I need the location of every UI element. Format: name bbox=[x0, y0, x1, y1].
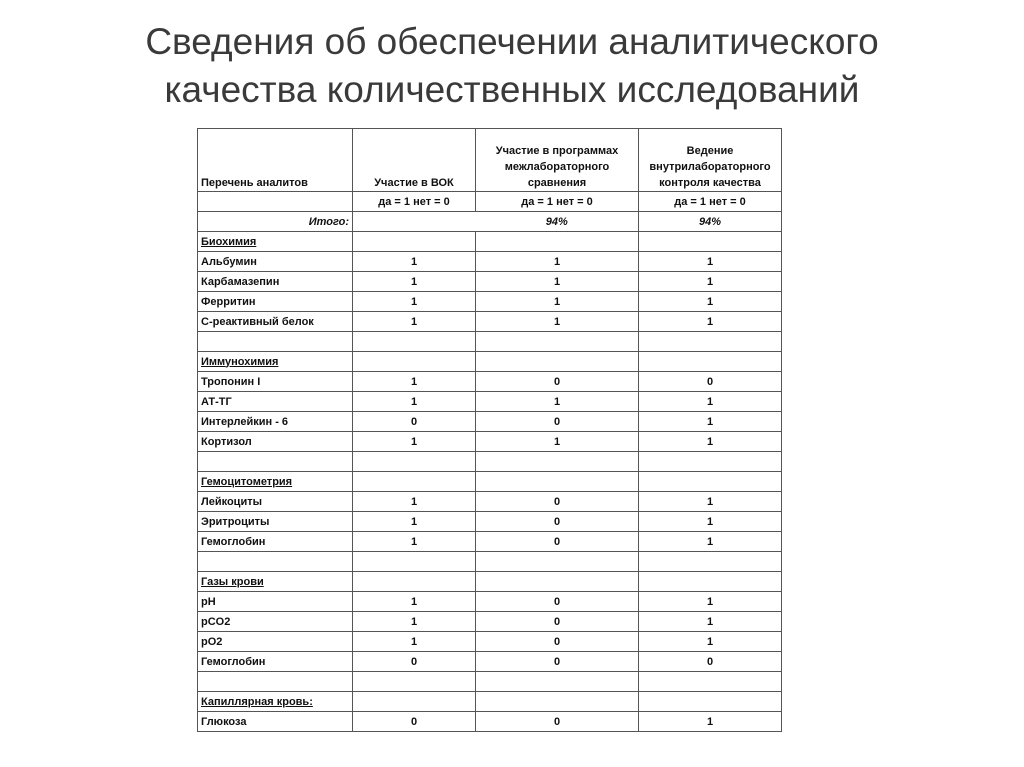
section-row bbox=[198, 472, 782, 492]
table-row bbox=[198, 272, 782, 292]
value-cell: 1 bbox=[639, 292, 782, 312]
value-cell: 0 bbox=[353, 712, 476, 732]
value-cell: 1 bbox=[476, 392, 639, 412]
value-cell: 1 bbox=[353, 252, 476, 272]
value-cell: 1 bbox=[639, 252, 782, 272]
value-cell: 1 bbox=[639, 492, 782, 512]
empty-cell bbox=[639, 232, 782, 252]
analyte-name: АТ-ТГ bbox=[198, 392, 353, 412]
table-row bbox=[198, 432, 782, 452]
analyte-name: Глюкоза bbox=[198, 712, 353, 732]
analyte-name: Интерлейкин - 6 bbox=[198, 412, 353, 432]
empty-cell bbox=[639, 552, 782, 572]
value-cell: 0 bbox=[639, 372, 782, 392]
value-cell: 1 bbox=[639, 432, 782, 452]
page-title bbox=[0, 18, 1024, 114]
empty-cell bbox=[476, 452, 639, 472]
value-cell: 1 bbox=[639, 312, 782, 332]
header-analytes: Перечень аналитов bbox=[198, 129, 353, 192]
value-cell: 1 bbox=[639, 272, 782, 292]
analyte-name: Гемоглобин bbox=[198, 652, 353, 672]
empty-cell bbox=[639, 472, 782, 492]
empty-cell bbox=[353, 672, 476, 692]
table-row bbox=[198, 512, 782, 532]
section-title: Иммунохимия bbox=[198, 352, 353, 372]
value-cell: 0 bbox=[476, 512, 639, 532]
empty-cell bbox=[476, 232, 639, 252]
header-interlab: Участие в программах межлабораторного сравнения bbox=[476, 129, 639, 192]
value-cell: 1 bbox=[639, 632, 782, 652]
value-cell: 1 bbox=[353, 492, 476, 512]
value-cell: 1 bbox=[639, 612, 782, 632]
table-row bbox=[198, 312, 782, 332]
table-row bbox=[198, 412, 782, 432]
analyte-name: Карбамазепин bbox=[198, 272, 353, 292]
empty-cell bbox=[476, 692, 639, 712]
total-intralab: 94% bbox=[639, 212, 782, 232]
empty-row bbox=[198, 672, 782, 692]
total-interlab: 94% bbox=[476, 212, 639, 232]
section-title: Гемоцитометрия bbox=[198, 472, 353, 492]
empty-row bbox=[198, 332, 782, 352]
analyte-name: Эритроциты bbox=[198, 512, 353, 532]
units-cell: да = 1 нет = 0 bbox=[639, 192, 782, 212]
empty-row bbox=[198, 452, 782, 472]
analyte-name: Ферритин bbox=[198, 292, 353, 312]
empty-row bbox=[198, 552, 782, 572]
empty-cell bbox=[476, 332, 639, 352]
empty-cell bbox=[639, 572, 782, 592]
value-cell: 1 bbox=[639, 712, 782, 732]
value-cell: 1 bbox=[639, 392, 782, 412]
value-cell: 1 bbox=[476, 252, 639, 272]
empty-cell bbox=[198, 332, 353, 352]
empty-cell bbox=[353, 552, 476, 572]
value-cell: 1 bbox=[639, 592, 782, 612]
value-cell: 0 bbox=[476, 492, 639, 512]
units-cell: да = 1 нет = 0 bbox=[476, 192, 639, 212]
value-cell: 1 bbox=[353, 372, 476, 392]
section-row bbox=[198, 232, 782, 252]
empty-cell bbox=[639, 692, 782, 712]
value-cell: 1 bbox=[639, 512, 782, 532]
value-cell: 1 bbox=[353, 432, 476, 452]
title-line-2: качества количественных исследований bbox=[164, 69, 860, 110]
quality-table bbox=[197, 128, 782, 732]
value-cell: 0 bbox=[476, 592, 639, 612]
table-row bbox=[198, 632, 782, 652]
total-label: Итого: bbox=[198, 212, 353, 232]
value-cell: 0 bbox=[476, 612, 639, 632]
empty-cell bbox=[639, 352, 782, 372]
title-line-1: Сведения об обеспечении аналитического bbox=[145, 21, 879, 62]
value-cell: 1 bbox=[353, 392, 476, 412]
value-cell: 1 bbox=[353, 632, 476, 652]
table-row bbox=[198, 372, 782, 392]
value-cell: 1 bbox=[353, 512, 476, 532]
analyte-name: Альбумин bbox=[198, 252, 353, 272]
value-cell: 1 bbox=[353, 292, 476, 312]
analyte-name: pH bbox=[198, 592, 353, 612]
empty-cell bbox=[476, 572, 639, 592]
value-cell: 1 bbox=[476, 292, 639, 312]
empty-cell bbox=[476, 672, 639, 692]
analyte-name: Тропонин I bbox=[198, 372, 353, 392]
analyte-name: pO2 bbox=[198, 632, 353, 652]
value-cell: 0 bbox=[353, 652, 476, 672]
value-cell: 1 bbox=[476, 312, 639, 332]
analyte-name: Кортизол bbox=[198, 432, 353, 452]
empty-cell bbox=[198, 672, 353, 692]
empty-cell bbox=[353, 332, 476, 352]
value-cell: 1 bbox=[476, 432, 639, 452]
header-row bbox=[198, 129, 782, 192]
empty-cell bbox=[639, 672, 782, 692]
value-cell: 1 bbox=[353, 612, 476, 632]
section-row bbox=[198, 572, 782, 592]
value-cell: 1 bbox=[639, 412, 782, 432]
section-title: Биохимия bbox=[198, 232, 353, 252]
table-row bbox=[198, 492, 782, 512]
table-row bbox=[198, 252, 782, 272]
empty-cell bbox=[353, 452, 476, 472]
value-cell: 0 bbox=[639, 652, 782, 672]
value-cell: 1 bbox=[353, 532, 476, 552]
table-row bbox=[198, 292, 782, 312]
empty-cell bbox=[353, 692, 476, 712]
value-cell: 1 bbox=[353, 592, 476, 612]
value-cell: 0 bbox=[476, 652, 639, 672]
units-cell: да = 1 нет = 0 bbox=[353, 192, 476, 212]
table-row bbox=[198, 652, 782, 672]
empty-cell bbox=[476, 552, 639, 572]
table-row bbox=[198, 392, 782, 412]
section-title: Капиллярная кровь: bbox=[198, 692, 353, 712]
section-title: Газы крови bbox=[198, 572, 353, 592]
value-cell: 0 bbox=[476, 412, 639, 432]
table-row bbox=[198, 612, 782, 632]
empty-cell bbox=[198, 552, 353, 572]
total-row bbox=[198, 212, 782, 232]
value-cell: 0 bbox=[476, 532, 639, 552]
value-cell: 1 bbox=[353, 312, 476, 332]
analyte-name: Лейкоциты bbox=[198, 492, 353, 512]
value-cell: 1 bbox=[639, 532, 782, 552]
table-row bbox=[198, 532, 782, 552]
value-cell: 0 bbox=[476, 632, 639, 652]
analyte-name: pCO2 bbox=[198, 612, 353, 632]
table-row bbox=[198, 712, 782, 732]
value-cell: 0 bbox=[353, 412, 476, 432]
header-eqa: Участие в ВОК bbox=[353, 129, 476, 192]
empty-cell bbox=[353, 472, 476, 492]
empty-cell bbox=[198, 452, 353, 472]
header-intralab: Ведение внутрилабораторного контроля качества bbox=[639, 129, 782, 192]
value-cell: 0 bbox=[476, 372, 639, 392]
units-cell bbox=[198, 192, 353, 212]
section-row bbox=[198, 352, 782, 372]
empty-cell bbox=[639, 332, 782, 352]
value-cell: 0 bbox=[476, 712, 639, 732]
empty-cell bbox=[639, 452, 782, 472]
empty-cell bbox=[353, 572, 476, 592]
analyte-name: С-реактивный белок bbox=[198, 312, 353, 332]
empty-cell bbox=[476, 472, 639, 492]
table-row bbox=[198, 592, 782, 612]
value-cell: 1 bbox=[353, 272, 476, 292]
value-cell: 1 bbox=[476, 272, 639, 292]
empty-cell bbox=[353, 232, 476, 252]
section-row bbox=[198, 692, 782, 712]
empty-cell bbox=[476, 352, 639, 372]
analyte-name: Гемоглобин bbox=[198, 532, 353, 552]
units-row bbox=[198, 192, 782, 212]
empty-cell bbox=[353, 352, 476, 372]
total-empty bbox=[353, 212, 476, 232]
